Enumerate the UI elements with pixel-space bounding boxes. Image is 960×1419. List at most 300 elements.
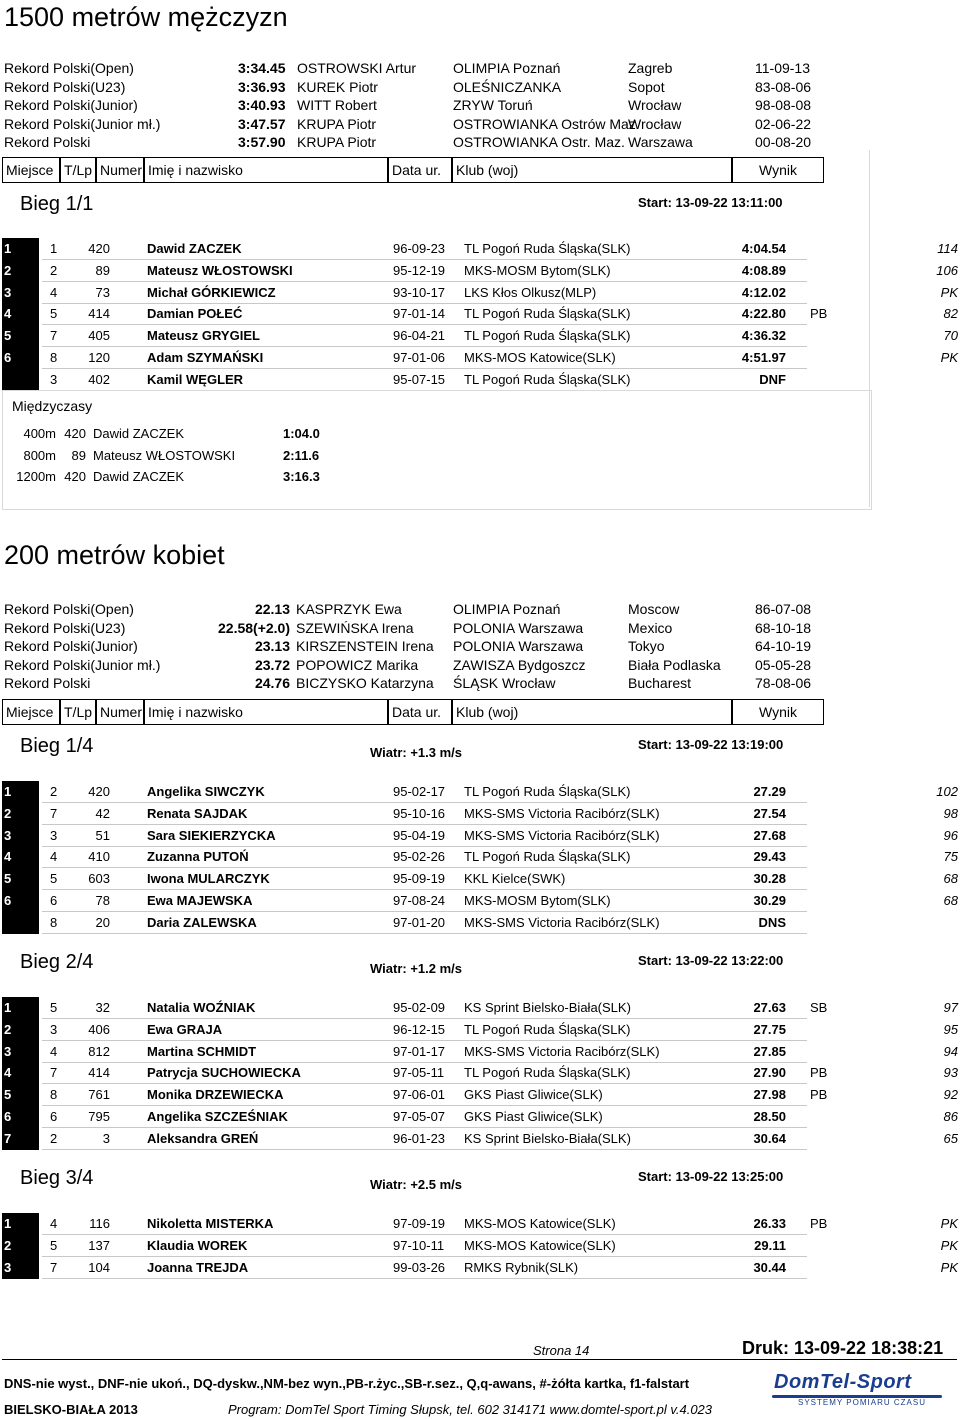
- lane-number: 8: [50, 1087, 58, 1103]
- header-date: Data ur.: [388, 699, 452, 725]
- split-time: 3:16.3: [283, 469, 320, 484]
- record-label: Rekord Polski: [4, 675, 91, 692]
- place-cell: 7: [2, 1128, 39, 1150]
- result-row: [2, 912, 958, 934]
- athlete-name: Ewa GRAJA: [147, 1021, 223, 1037]
- athlete-name: Adam SZYMAŃSKI: [147, 350, 264, 365]
- athlete-name: Mateusz GRYGIEL: [147, 328, 260, 344]
- heat-title: Bieg 1/1: [20, 193, 94, 215]
- place-cell: 5: [2, 1084, 39, 1106]
- athlete-name: Kamil WĘGLER: [147, 371, 244, 387]
- header-result: Wynik: [732, 157, 824, 183]
- event-location: BIELSKO-BIAŁA 2013: [4, 1402, 138, 1417]
- points: 98: [943, 805, 958, 821]
- lane-number: 5: [50, 1237, 58, 1253]
- bib-number: 761: [88, 1087, 110, 1103]
- record-holder: KASPRZYK Ewa: [296, 601, 402, 617]
- header-numer: Numer: [96, 157, 144, 183]
- athlete-name: Natalia WOŹNIAK: [147, 1000, 256, 1015]
- athlete-name: Nikoletta MISTERKA: [147, 1216, 274, 1231]
- points: 92: [943, 1087, 958, 1103]
- place-cell: [2, 912, 39, 934]
- split-distance: 800m: [23, 447, 56, 463]
- split-athlete: Mateusz WŁOSTOWSKI: [93, 447, 236, 463]
- place-cell: 3: [2, 282, 39, 304]
- bib-number: 420: [88, 241, 110, 256]
- header-club: Klub (woj): [452, 699, 732, 725]
- record-date: 86-07-08: [755, 601, 812, 617]
- heat-start-time: Start: 13-09-22 13:19:00: [638, 737, 784, 752]
- record-time: 24.76: [254, 675, 290, 692]
- athlete-name: Joanna TREJDA: [147, 1259, 249, 1275]
- record-time: 3:40.93: [238, 97, 286, 113]
- points: 102: [936, 784, 958, 799]
- result-value: 4:36.32: [741, 328, 786, 344]
- bib-number: 73: [95, 284, 110, 300]
- place-cell: 2: [2, 1019, 39, 1041]
- points: 65: [943, 1130, 958, 1146]
- points: 68: [943, 871, 958, 887]
- heat-start-time: Start: 13-09-22 13:25:00: [638, 1169, 784, 1184]
- lane-number: 4: [50, 284, 58, 300]
- birth-date: 97-06-01: [393, 1087, 446, 1103]
- result-value: 30.28: [753, 871, 786, 887]
- record-date: 64-10-19: [755, 638, 812, 655]
- record-label: Rekord Polski(Junior mł.): [4, 115, 161, 132]
- bib-number: 51: [95, 827, 110, 843]
- points: PK: [940, 1259, 958, 1275]
- record-holder: OSTROWSKI Artur: [297, 60, 417, 76]
- club-name: KS Sprint Bielsko-Biała(SLK): [464, 1130, 631, 1146]
- table-right-border: [869, 150, 870, 507]
- record-club: OLEŚNICZANKA: [453, 78, 562, 95]
- result-row: [2, 1128, 958, 1150]
- points: 94: [943, 1043, 958, 1059]
- club-name: MKS-MOS Katowice(SLK): [464, 350, 616, 365]
- row-separator: [42, 1149, 807, 1150]
- header-name: Imię i nazwisko: [144, 157, 388, 183]
- points: PK: [940, 1216, 958, 1231]
- result-value: 27.63: [753, 1000, 786, 1015]
- heat-title: Bieg 1/4: [20, 735, 94, 757]
- points: 96: [943, 827, 958, 843]
- record-date: 98-08-08: [755, 97, 812, 113]
- header-date: Data ur.: [388, 157, 452, 183]
- bib-number: 414: [88, 306, 110, 322]
- club-name: TL Pogoń Ruda Śląska(SLK): [464, 241, 631, 256]
- points: 70: [943, 328, 958, 344]
- record-place: Sopot: [628, 78, 665, 95]
- club-name: TL Pogoń Ruda Śląska(SLK): [464, 849, 631, 865]
- heat-start-time: Start: 13-09-22 13:11:00: [638, 195, 783, 210]
- birth-date: 97-08-24: [393, 893, 446, 908]
- result-row: [2, 868, 958, 890]
- header-miejsce: Miejsce: [2, 157, 60, 183]
- club-name: TL Pogoń Ruda Śląska(SLK): [464, 306, 631, 322]
- points: 106: [936, 262, 958, 278]
- athlete-name: Martina SCHMIDT: [147, 1043, 257, 1059]
- athlete-name: Sara SIEKIERZYCKA: [147, 827, 276, 843]
- result-value: 26.33: [753, 1216, 786, 1231]
- record-holder: BICZYSKO Katarzyna: [296, 675, 434, 692]
- result-value: DNS: [758, 914, 786, 930]
- record-holder: KIRSZENSTEIN Irena: [296, 638, 434, 655]
- record-date: 83-08-06: [755, 78, 812, 95]
- record-time: 3:36.93: [238, 78, 286, 95]
- points: PK: [940, 1237, 958, 1253]
- record-time: 23.72: [254, 656, 290, 673]
- result-row: [2, 1213, 958, 1235]
- bib-number: 137: [88, 1237, 110, 1253]
- record-club: OLIMPIA Poznań: [453, 60, 561, 76]
- points: 68: [943, 893, 958, 908]
- club-name: MKS-MOSM Bytom(SLK): [464, 262, 611, 278]
- athlete-name: Dawid ZACZEK: [147, 241, 242, 256]
- place-cell: [2, 369, 39, 391]
- print-timestamp: Druk: 13-09-22 18:38:21: [742, 1338, 944, 1358]
- points: 75: [943, 849, 958, 865]
- result-value: 4:22.80: [741, 306, 786, 322]
- split-bib: 420: [64, 426, 86, 441]
- heat-start-time: Start: 13-09-22 13:22:00: [638, 953, 784, 968]
- points: PK: [940, 350, 958, 365]
- lane-number: 3: [50, 827, 58, 843]
- result-row: [2, 825, 958, 847]
- record-label: Rekord Polski(Open): [4, 60, 134, 76]
- athlete-name: Klaudia WOREK: [147, 1237, 248, 1253]
- result-row: [2, 282, 958, 304]
- result-row: [2, 1235, 958, 1257]
- lane-number: 4: [50, 1043, 58, 1059]
- record-label: Rekord Polski(Junior): [4, 97, 138, 113]
- place-cell: 4: [2, 303, 39, 325]
- birth-date: 97-01-14: [393, 306, 446, 322]
- results-header: [2, 699, 822, 725]
- header-name: Imię i nazwisko: [144, 699, 388, 725]
- place-cell: 2: [2, 1235, 39, 1257]
- header-tlp: T/Lp: [60, 699, 96, 725]
- birth-date: 95-10-16: [393, 805, 446, 821]
- athlete-name: Daria ZALEWSKA: [147, 914, 257, 930]
- results-header: [2, 157, 822, 183]
- points: 95: [943, 1021, 958, 1037]
- athlete-name: Patrycja SUCHOWIECKA: [147, 1065, 301, 1081]
- club-name: TL Pogoń Ruda Śląska(SLK): [464, 1065, 631, 1081]
- birth-date: 93-10-17: [393, 284, 446, 300]
- record-time: 22.58(+2.0): [218, 619, 290, 636]
- birth-date: 97-01-06: [393, 350, 446, 365]
- split-athlete: Dawid ZACZEK: [93, 469, 185, 484]
- program-info: Program: DomTel Sport Timing Słupsk, tel. 602 314171 www.domtel-sport.pl v.4.023: [228, 1402, 713, 1417]
- result-row: [2, 260, 958, 282]
- lane-number: 2: [50, 262, 58, 278]
- result-row: [2, 325, 958, 347]
- record-place: Moscow: [628, 601, 680, 617]
- bib-number: 42: [95, 805, 110, 821]
- birth-date: 99-03-26: [393, 1259, 446, 1275]
- split-distance: 400m: [23, 426, 56, 441]
- birth-date: 95-07-15: [393, 371, 446, 387]
- bib-number: 812: [88, 1043, 110, 1059]
- place-cell: 3: [2, 1257, 39, 1279]
- points: 86: [943, 1109, 958, 1124]
- birth-date: 96-12-15: [393, 1021, 446, 1037]
- birth-date: 95-02-09: [393, 1000, 446, 1015]
- record-club: ZRYW Toruń: [453, 97, 533, 113]
- place-cell: 1: [2, 781, 39, 803]
- lane-number: 8: [50, 350, 58, 365]
- result-row: [2, 1041, 958, 1063]
- club-name: GKS Piast Gliwice(SLK): [464, 1087, 603, 1103]
- lane-number: 7: [50, 1065, 58, 1081]
- birth-date: 96-04-21: [393, 328, 446, 344]
- record-label: Rekord Polski(Junior): [4, 638, 138, 655]
- wind-info: Wiatr: +2.5 m/s: [370, 1177, 463, 1192]
- record-holder: POPOWICZ Marika: [296, 656, 419, 673]
- record-club: OLIMPIA Poznań: [453, 601, 561, 617]
- record-label: Rekord Polski: [4, 134, 91, 150]
- result-value: 27.29: [753, 784, 786, 799]
- bib-number: 420: [88, 784, 110, 799]
- heat-title: Bieg 2/4: [20, 951, 94, 973]
- lane-number: 6: [50, 1109, 58, 1124]
- athlete-name: Mateusz WŁOSTOWSKI: [147, 262, 293, 278]
- club-name: MKS-MOS Katowice(SLK): [464, 1216, 616, 1231]
- record-label: Rekord Polski(Junior mł.): [4, 656, 161, 673]
- lane-number: 2: [50, 1130, 58, 1146]
- lane-number: 4: [50, 1216, 58, 1231]
- row-separator: [42, 933, 807, 934]
- lane-number: 5: [50, 871, 58, 887]
- record-holder: SZEWIŃSKA Irena: [296, 619, 414, 636]
- result-row: [2, 1019, 958, 1041]
- birth-date: 97-10-11: [393, 1237, 445, 1253]
- lane-number: 2: [50, 784, 58, 799]
- result-value: 4:12.02: [741, 284, 786, 300]
- record-club: POLONIA Warszawa: [453, 638, 584, 655]
- result-value: 29.43: [753, 849, 786, 865]
- split-time: 2:11.6: [283, 447, 320, 463]
- place-cell: 4: [2, 1062, 39, 1084]
- club-name: MKS-MOSM Bytom(SLK): [464, 893, 611, 908]
- club-name: KKL Kielce(SWK): [464, 871, 566, 887]
- record-time: 3:57.90: [238, 134, 286, 150]
- club-name: KS Sprint Bielsko-Biała(SLK): [464, 1000, 631, 1015]
- record-holder: WITT Robert: [297, 97, 377, 113]
- points: PK: [940, 284, 958, 300]
- athlete-name: Damian POŁEĆ: [147, 306, 243, 322]
- result-value: 28.50: [753, 1109, 786, 1124]
- result-row: [2, 369, 958, 391]
- result-row: [2, 846, 958, 868]
- row-separator: [42, 1278, 807, 1279]
- legend-text: DNS-nie wyst., DNF-nie ukoń., DQ-dyskw.,NM-bez wyn.,PB-r.życ.,SB-r.sez., Q,q-awans, #-żółta kartka, f1-falstart: [4, 1376, 690, 1391]
- club-name: MKS-SMS Victoria Racibórz(SLK): [464, 805, 660, 821]
- birth-date: 95-02-26: [393, 849, 446, 865]
- record-date: 68-10-18: [755, 619, 812, 636]
- points: 93: [943, 1065, 958, 1081]
- record-label: Rekord Polski(U23): [4, 619, 126, 636]
- club-name: GKS Piast Gliwice(SLK): [464, 1109, 603, 1124]
- result-row: [2, 890, 958, 912]
- lane-number: 4: [50, 849, 58, 865]
- result-note: PB: [810, 1065, 828, 1081]
- result-value: 27.90: [753, 1065, 786, 1081]
- record-place: Wrocław: [628, 97, 682, 113]
- bib-number: 405: [88, 328, 110, 344]
- bib-number: 104: [88, 1259, 110, 1275]
- place-cell: 5: [2, 325, 39, 347]
- splits-title: Międzyczasy: [12, 398, 93, 414]
- club-name: TL Pogoń Ruda Śląska(SLK): [464, 784, 631, 799]
- result-value: 30.64: [753, 1130, 786, 1146]
- club-name: TL Pogoń Ruda Śląska(SLK): [464, 328, 631, 344]
- club-name: MKS-MOS Katowice(SLK): [464, 1237, 616, 1253]
- place-cell: 1: [2, 1213, 39, 1235]
- result-row: [2, 238, 958, 260]
- page-number: Strona 14: [533, 1343, 590, 1358]
- place-cell: 6: [2, 890, 39, 912]
- split-bib: 420: [64, 469, 86, 484]
- result-row: [2, 347, 958, 369]
- record-label: Rekord Polski(U23): [4, 78, 126, 95]
- wind-info: Wiatr: +1.3 m/s: [370, 745, 463, 760]
- bib-number: 603: [88, 871, 110, 887]
- bib-number: 410: [88, 849, 110, 865]
- record-date: 02-06-22: [755, 115, 812, 132]
- bib-number: 402: [88, 371, 110, 387]
- lane-number: 5: [50, 306, 58, 322]
- result-row: [2, 997, 958, 1019]
- club-name: LKS Kłos Olkusz(MLP): [464, 284, 597, 300]
- record-time: 22.13: [254, 601, 290, 617]
- split-bib: 89: [71, 447, 86, 463]
- result-value: 4:04.54: [741, 241, 786, 256]
- result-row: [2, 303, 958, 325]
- club-name: MKS-SMS Victoria Racibórz(SLK): [464, 1043, 660, 1059]
- birth-date: 97-09-19: [393, 1216, 446, 1231]
- header-numer: Numer: [96, 699, 144, 725]
- header-miejsce: Miejsce: [2, 699, 60, 725]
- result-row: [2, 1062, 958, 1084]
- bib-number: 795: [88, 1109, 110, 1124]
- record-date: 00-08-20: [755, 134, 812, 150]
- split-time: 1:04.0: [283, 426, 320, 441]
- lane-number: 5: [50, 1000, 58, 1015]
- record-place: Biała Podlaska: [628, 656, 721, 673]
- athlete-name: Angelika SIWCZYK: [147, 784, 265, 799]
- bib-number: 120: [88, 350, 110, 365]
- birth-date: 96-01-23: [393, 1130, 446, 1146]
- logo-subtitle: SYSTEMY POMIARU CZASU: [798, 1398, 926, 1407]
- bib-number: 32: [95, 1000, 110, 1015]
- points: 114: [937, 241, 958, 256]
- birth-date: 97-05-11: [393, 1065, 445, 1081]
- header-club: Klub (woj): [452, 157, 732, 183]
- bib-number: 78: [95, 893, 110, 908]
- record-holder: KRUPA Piotr: [297, 134, 377, 150]
- logo-text: DomTel-Sport: [774, 1371, 912, 1393]
- club-name: TL Pogoń Ruda Śląska(SLK): [464, 1021, 631, 1037]
- club-name: TL Pogoń Ruda Śląska(SLK): [464, 371, 631, 387]
- result-value: 27.75: [753, 1021, 786, 1037]
- bib-number: 20: [95, 914, 110, 930]
- record-club: POLONIA Warszawa: [453, 619, 584, 636]
- birth-date: 95-02-17: [393, 784, 446, 799]
- birth-date: 95-04-19: [393, 827, 446, 843]
- place-cell: 6: [2, 347, 39, 369]
- athlete-name: Aleksandra GREŃ: [147, 1130, 259, 1146]
- birth-date: 97-01-17: [393, 1043, 446, 1059]
- split-distance: 1200m: [16, 469, 56, 484]
- result-note: PB: [810, 1087, 828, 1103]
- result-row: [2, 781, 958, 803]
- place-cell: 6: [2, 1106, 39, 1128]
- wind-info: Wiatr: +1.2 m/s: [370, 961, 463, 976]
- record-date: 11-09-13: [755, 60, 811, 76]
- record-label: Rekord Polski(Open): [4, 601, 134, 617]
- birth-date: 97-01-20: [393, 914, 446, 930]
- result-value: 4:51.97: [741, 350, 786, 365]
- result-row: [2, 1106, 958, 1128]
- result-row: [2, 1084, 958, 1106]
- place-cell: 4: [2, 846, 39, 868]
- birth-date: 97-05-07: [393, 1109, 446, 1124]
- result-value: 27.98: [753, 1087, 786, 1103]
- domtel-logo: [772, 1371, 944, 1407]
- lane-number: 1: [50, 241, 58, 256]
- lane-number: 6: [50, 893, 58, 908]
- place-cell: 1: [2, 997, 39, 1019]
- event-title: 1500 metrów mężczyzn: [4, 2, 288, 32]
- record-place: Tokyo: [628, 638, 665, 655]
- place-cell: 1: [2, 238, 39, 260]
- bib-number: 406: [88, 1021, 110, 1037]
- athlete-name: Iwona MULARCZYK: [147, 871, 270, 887]
- bib-number: 89: [95, 262, 110, 278]
- heat-title: Bieg 3/4: [20, 1167, 94, 1189]
- result-value: 30.44: [753, 1259, 786, 1275]
- result-note: PB: [810, 306, 828, 322]
- place-cell: 5: [2, 868, 39, 890]
- record-holder: KUREK Piotr: [297, 78, 378, 95]
- result-note: SB: [810, 1000, 828, 1015]
- birth-date: 95-12-19: [393, 262, 446, 278]
- lane-number: 7: [50, 1259, 58, 1275]
- club-name: RMKS Rybnik(SLK): [464, 1259, 579, 1275]
- footer-divider: [2, 1359, 957, 1360]
- record-place: Warszawa: [628, 134, 693, 150]
- athlete-name: Michał GÓRKIEWICZ: [147, 284, 276, 300]
- record-date: 78-08-06: [755, 675, 812, 692]
- result-row: [2, 803, 958, 825]
- record-time: 3:34.45: [238, 60, 286, 76]
- place-cell: 2: [2, 803, 39, 825]
- bib-number: 3: [102, 1130, 110, 1146]
- event-title: 200 metrów kobiet: [4, 540, 225, 570]
- lane-number: 3: [50, 1021, 58, 1037]
- athlete-name: Ewa MAJEWSKA: [147, 893, 253, 908]
- place-cell: 3: [2, 1041, 39, 1063]
- record-club: ŚLĄSK Wrocław: [453, 675, 556, 692]
- place-cell: 3: [2, 825, 39, 847]
- record-time: 23.13: [254, 638, 290, 655]
- result-row: [2, 1257, 958, 1279]
- result-value: 29.11: [754, 1237, 786, 1253]
- lane-number: 7: [50, 805, 58, 821]
- bib-number: 414: [88, 1065, 110, 1081]
- place-cell: 2: [2, 260, 39, 282]
